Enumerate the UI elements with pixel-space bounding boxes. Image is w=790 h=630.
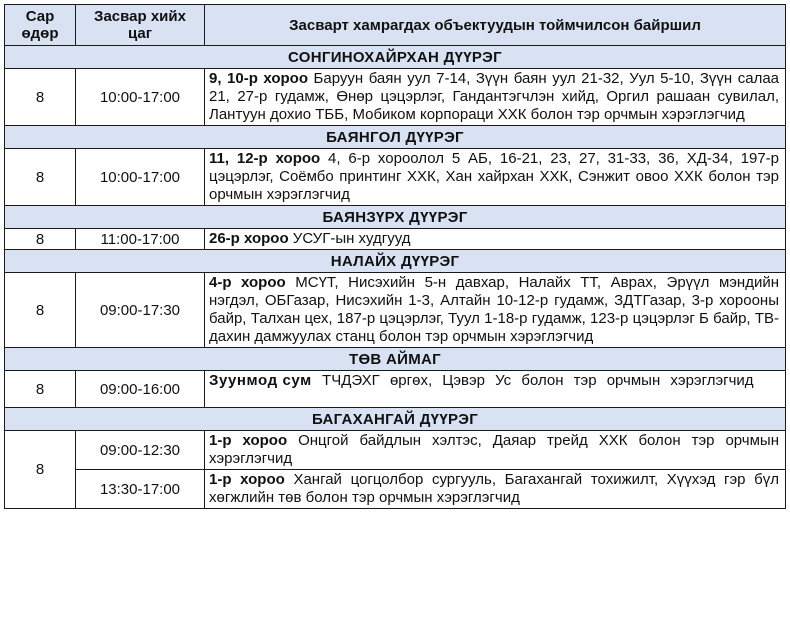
table-row [5,431,786,470]
time-cell: 10:00-17:00 [76,149,205,206]
maintenance-schedule-table [4,4,786,509]
district-row [5,46,786,69]
district-row [5,348,786,371]
district-name: СОНГИНОХАЙРХАН ДҮҮРЭГ [5,46,786,69]
location-cell [205,470,786,509]
location-bold: 9, 10-р хороо [209,70,309,87]
location-text: Хангай цогцолбор сургууль, Багахангай тохижилт, Хүүхэд гэр бүл хөгжлийн төв болон тэр орчмын хэрэглэгчид [209,471,779,506]
location-bold: 26-р хороо [209,230,289,247]
month-cell: 8 [5,229,76,250]
location-cell [205,229,786,250]
table-row [5,69,786,126]
location-text: 4, 6-р хороолол 5 АБ, 16-21, 23, 27, 31-33, 36, ХД-34, 197-р цэцэрлэг, Соёмбо принтинг ХХК, Хан хайрхан ХХК, Сэнжит овоо ХХК болон тэр орчмын хэрэглэгчид [209,150,779,203]
location-cell [205,371,786,408]
district-name: НАЛАЙХ ДҮҮРЭГ [5,250,786,273]
header-time: Засвар хийх цаг [76,5,205,46]
header-month: Сар өдөр [5,5,76,46]
location-cell [205,273,786,348]
table-row [5,470,786,509]
district-name: БАГАХАНГАЙ ДҮҮРЭГ [5,408,786,431]
location-cell [205,69,786,126]
month-cell: 8 [5,371,76,408]
month-cell: 8 [5,431,76,509]
time-cell: 11:00-17:00 [76,229,205,250]
month-cell: 8 [5,273,76,348]
location-bold: 11, 12-р хороо [209,150,321,167]
location-bold: 4-р хороо [209,274,286,291]
time-cell: 09:00-16:00 [76,371,205,408]
month-cell: 8 [5,149,76,206]
location-bold: 1-р хороо [209,471,285,488]
district-row [5,250,786,273]
district-name: ТӨВ АЙМАГ [5,348,786,371]
table-row [5,273,786,348]
table-row [5,229,786,250]
location-text: УСУГ-ын худгууд [288,230,411,247]
location-text: ТЧДЭХГ өргөх, Цэвэр Ус болон тэр орчмын хэрэглэгчид [311,372,754,389]
table-row [5,149,786,206]
location-text: Онцгой байдлын хэлтэс, Даяар трейд ХХК болон тэр орчмын хэрэглэгчид [209,432,779,467]
month-cell: 8 [5,69,76,126]
location-cell [205,431,786,470]
location-text: Баруун баян уул 7-14, Зүүн баян уул 21-32, Уул 5-10, Зүүн салаа 21, 27-р гудамж, Өнөр цэцэрлэг, Гандантэгчлэн хийд, Оргил рашаан сувилал, Лантуун дохио ТББ, Мобиком корпораци ХХК болон тэр орчмын хэрэглэгчид [209,70,780,123]
district-name: БАЯНГОЛ ДҮҮРЭГ [5,126,786,149]
time-cell: 10:00-17:00 [76,69,205,126]
time-cell: 13:30-17:00 [76,470,205,509]
location-bold: 1-р хороо [209,432,288,449]
time-cell: 09:00-17:30 [76,273,205,348]
district-row [5,206,786,229]
district-row [5,408,786,431]
location-cell [205,149,786,206]
table-row [5,371,786,408]
location-text: МСҮТ, Нисэхийн 5-н давхар, Налайх ТТ, Аврах, Эрүүл мэндийн нэгдэл, ОБГазар, Нисэхийн 1-3, Алтайн 10-12-р гудамж, ЗДТГазар, 3-р хорооны байр, Талхан цех, 187-р цэцэрлэг, Туул 1-18-р гудамж, 123-р цэцэрлэг Б байр, ТВ-дахин дамжуулах станц болон тэр орчмын хэрэглэгчид [209,274,780,345]
header-row [5,5,786,46]
district-name: БАЯНЗҮРХ ДҮҮРЭГ [5,206,786,229]
schedule-wrapper [4,4,785,509]
district-row [5,126,786,149]
location-bold: Зуунмод сум [209,372,312,389]
header-location: Засварт хамрагдах объектуудын тоймчилсон байршил [205,5,786,46]
time-cell: 09:00-12:30 [76,431,205,470]
